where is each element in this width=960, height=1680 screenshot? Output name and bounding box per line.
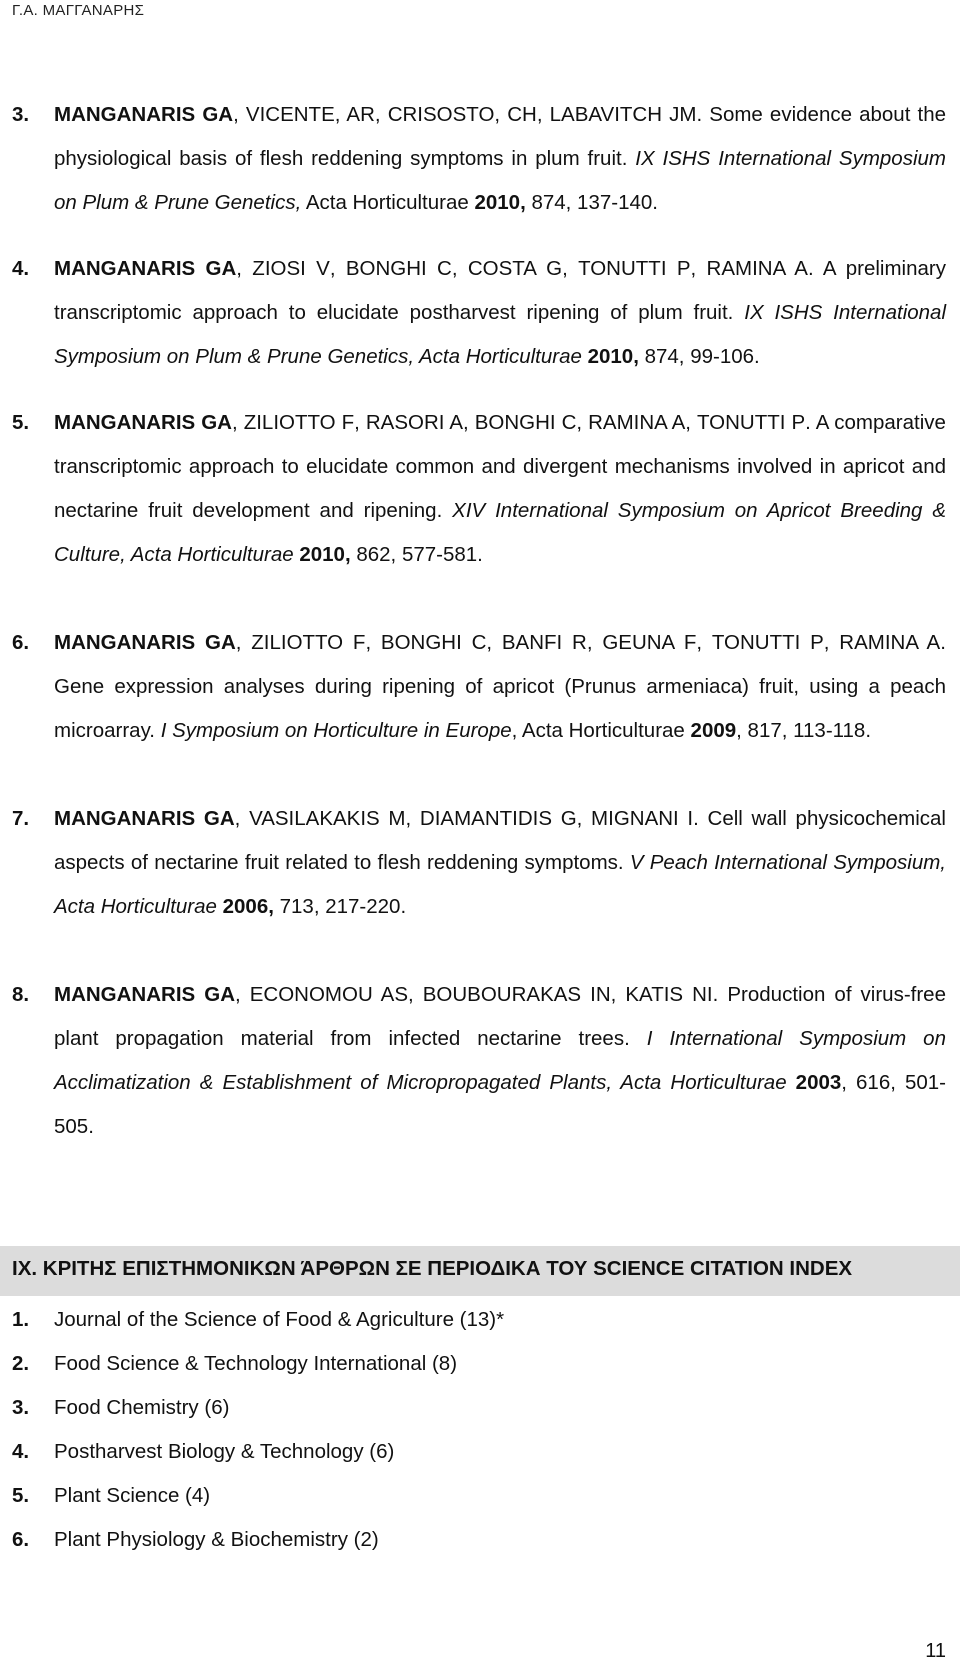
reference-text: MANGANARIS GA, ZILIOTTO F, BONGHI C, BANFI R, GEUNA F, TONUTTI P, RAMINA A. Gene expression analyses during ripening of apricot (Prunus armeniaca) fruit, using a peach microarray. I Symposium on Horticulture in Europe, Acta Horticulturae 2009, 817, 113-118. [54,631,946,742]
reference-author: MANGANARIS GA [54,257,237,280]
journal-label: Plant Science (4) [54,1484,211,1507]
reference-author: COSTA G [467,257,563,280]
reference-year: 2009 [684,719,737,742]
reference-author: VASILAKAKIS M [249,807,406,830]
reference-pages: 862, 577-581. [350,543,483,566]
reference-author: MANGANARIS GA [54,983,236,1006]
reference-number: 6. [12,631,30,654]
reference-author: RAMINA A [706,257,808,280]
reference-author: MANGANARIS GA [54,807,235,830]
journal-item [12,1430,946,1474]
reference-author: VICENTE, AR [245,103,375,126]
reference-text: MANGANARIS GA, VICENTE, AR, CRISOSTO, CH, LABAVITCH JM. Some evidence about the physiological basis of flesh reddening symptoms in plum fruit. IX ISHS International Symposium on Plum & Prune Genetics, Acta Horticulturae 2010, 874, 137-140. [54,103,946,214]
page-number: 11 [925,1640,946,1662]
reference-journal: , Acta Horticulturae [511,719,685,742]
reference-venue: IX ISHS International Symposium on Plum & Prune Genetics, [54,147,946,214]
reference-author: RASORI A [365,411,463,434]
journal-item [12,1386,946,1430]
reference-author: ECONOMOU AS [249,983,409,1006]
reference-author: MIGNANI I [591,807,694,830]
reference-author: BONGHI C [380,631,487,654]
reference-pages: 713, 217-220. [273,895,407,918]
journal-number: 5. [12,1484,30,1507]
reference-title: Cell wall physicochemical aspects of nectarine fruit related to flesh reddening symptoms. [54,807,946,874]
reference-pages: , 817, 113-118. [736,719,872,742]
reference-author: RAMINA A [588,411,686,434]
journal-label: Plant Physiology & Biochemistry (2) [54,1528,379,1551]
journal-item [12,1342,946,1386]
reference-number: 4. [12,257,30,280]
reference-text: MANGANARIS GA, ZILIOTTO F, RASORI A, BONGHI C, RAMINA A, TONUTTI P. A comparative transcriptomic approach to elucidate common and divergent mechanisms involved in apricot and nectarine fruit development and ripening. XIV International Symposium on Apricot Breeding & Culture, Acta Horticulturae 2010, 862, 577-581. [54,411,947,566]
reference-number: 3. [12,103,30,126]
section-title: IX. ΚΡΙΤΗΣ ΕΠΙΣΤΗΜΟΝΙΚΩΝ ΆΡΘΡΩΝ ΣΕ ΠΕΡΙΟΔΙΚΑ ΤΟΥ SCIENCE CITATION INDEX [12,1257,853,1280]
reference-year: 2006, [216,895,274,918]
reference-venue: V Peach International Symposium, Acta Horticulturae [54,851,946,918]
reference-author: MANGANARIS GA [54,411,232,434]
reference-pages: , 616, 501-505. [54,1071,947,1138]
reference-author: RAMINA A [839,631,941,654]
running-header: Γ.Α. ΜΑΓΓΑΝΑΡΗΣ [12,2,145,19]
reference-text: MANGANARIS GA, ZIOSI V, BONGHI C, COSTA G, TONUTTI P, RAMINA A. A preliminary transcriptomic approach to elucidate postharvest ripening of plum fruit. IX ISHS International Symposium on Plum & Prune Genetics, Acta Horticulturae 2010, 874, 99-106. [54,257,947,368]
reference-author: TONUTTI P [711,631,824,654]
journal-label: Postharvest Biology & Technology (6) [54,1440,395,1463]
journal-item [12,1518,946,1562]
reference-author: KATIS NI [625,983,713,1006]
reference-item [12,93,946,225]
reference-title: Some evidence about the physiological basis of flesh reddening symptoms in plum fruit. [54,103,946,170]
reference-venue: I International Symposium on Acclimatization & Establishment of Micropropagated Plants, Acta Horticulturae [54,1027,946,1094]
journal-number: 3. [12,1396,30,1419]
reference-title: Production of virus-free plant propagation material from infected nectarine trees. [54,983,946,1050]
reference-title: A preliminary transcriptomic approach to elucidate postharvest ripening of plum fruit. [54,257,946,324]
journal-number: 1. [12,1308,30,1331]
reference-item [12,247,946,379]
reference-author: ZIOSI V [252,257,330,280]
reference-year: 2003 [786,1071,842,1094]
reference-author: DIAMANTIDIS G [419,807,577,830]
reference-text: MANGANARIS GA, VASILAKAKIS M, DIAMANTIDIS G, MIGNANI I. Cell wall physicochemical aspects of nectarine fruit related to flesh reddening symptoms. V Peach International Symposium, Acta Horticulturae 2006, 713, 217-220. [54,807,946,918]
reference-author: LABAVITCH JM [549,103,697,126]
reference-venue: I Symposium on Horticulture in Europe [155,719,512,742]
reference-number: 5. [12,411,30,434]
reference-author: TONUTTI P [697,411,806,434]
reference-year: 2010, [293,543,351,566]
journal-label: Food Science & Technology International (8) [54,1352,458,1375]
reference-list [12,93,946,1149]
journal-label: Journal of the Science of Food & Agriculture (13)* [54,1308,505,1331]
reference-author: MANGANARIS GA [54,103,234,126]
reference-author: BONGHI C [345,257,452,280]
reference-venue: IX ISHS International Symposium on Plum & Prune Genetics, Acta Horticulturae [54,301,947,368]
reference-title: Gene expression analyses during ripening of apricot (Prunus armeniaca) fruit, using a peach microarray. [54,675,946,742]
reference-item [12,401,946,577]
reference-author: BONGHI C [474,411,577,434]
reference-venue: XIV International Symposium on Apricot Breeding & Culture, Acta Horticulturae [54,499,947,566]
journal-number: 6. [12,1528,30,1551]
reference-text: MANGANARIS GA, ECONOMOU AS, BOUBOURAKAS IN, KATIS NI. Production of virus-free plant propagation material from infected nectarine trees. I International Symposium on Acclimatization & Establishment of Micropropagated Plants, Acta Horticulturae 2003, 616, 501-505. [54,983,947,1138]
reference-item [12,797,946,929]
reference-author: BANFI R [501,631,587,654]
reference-number: 7. [12,807,30,830]
reference-journal: Acta Horticulturae [301,191,469,214]
reference-pages: 874, 99-106. [638,345,760,368]
reference-author: TONUTTI P [578,257,691,280]
reference-author: MANGANARIS GA [54,631,236,654]
reference-author: CRISOSTO, CH [387,103,537,126]
reference-author: GEUNA F [602,631,697,654]
journal-item [12,1298,946,1342]
reference-author: ZILIOTTO F [243,411,355,434]
reference-author: ZILIOTTO F [251,631,366,654]
reference-year: 2010, [468,191,526,214]
reference-item [12,621,946,753]
reference-number: 8. [12,983,30,1006]
journal-number: 4. [12,1440,30,1463]
journal-list [12,1298,946,1562]
reference-year: 2010, [581,345,639,368]
reference-author: BOUBOURAKAS IN [422,983,611,1006]
journal-label: Food Chemistry (6) [54,1396,230,1419]
reference-title: A comparative transcriptomic approach to elucidate common and divergent mechanisms involved in apricot and nectarine fruit development and ripening. [54,411,946,522]
reference-pages: 874, 137-140. [525,191,658,214]
journal-item [12,1474,946,1518]
journal-number: 2. [12,1352,30,1375]
reference-item [12,973,946,1149]
